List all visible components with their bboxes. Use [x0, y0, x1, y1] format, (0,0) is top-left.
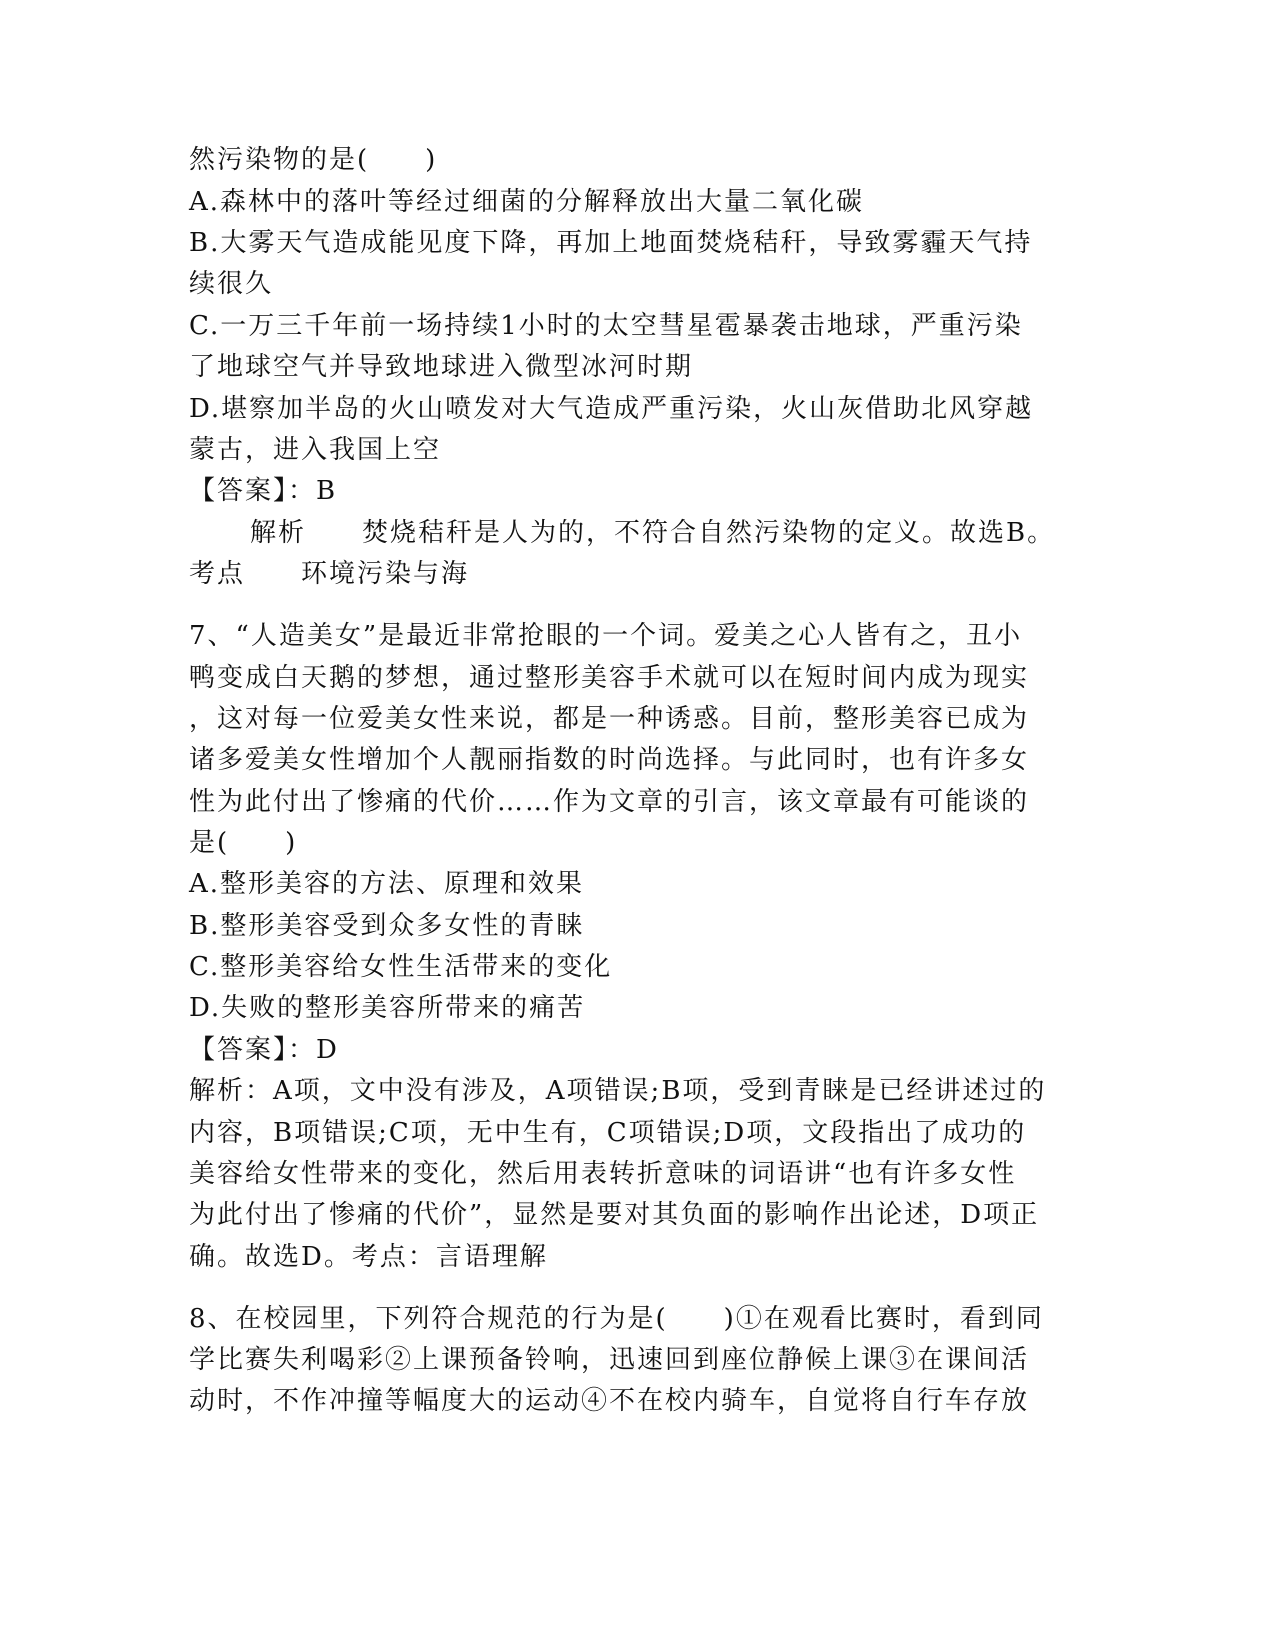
q6-option-a: A.森林中的落叶等经过细菌的分解释放出大量二氧化碳 [189, 187, 865, 217]
q6-option-c-line2: 了地球空气并导致地球进入微型冰河时期 [189, 352, 694, 382]
q6-analysis: 解析 焚烧秸秆是人为的，不符合自然污染物的定义。故选B。 [250, 518, 1056, 548]
q7-analysis-line3: 美容给女性带来的变化，然后用表转折意味的词语讲“也有许多女性 [189, 1159, 1017, 1189]
q8-stem-line3: 动时，不作冲撞等幅度大的运动④不在校内骑车，自觉将自行车存放 [189, 1386, 1030, 1416]
q7-option-b: B.整形美容受到众多女性的青睐 [189, 911, 585, 941]
q8-stem-line1: 8、在校园里，下列符合规范的行为是( )①在观看比赛时，看到同 [189, 1304, 1044, 1334]
q7-analysis-line1: 解析：A项，文中没有涉及，A项错误;B项，受到青睐是已经讲述过的 [189, 1076, 1047, 1106]
q7-analysis-line4: 为此付出了惨痛的代价”，显然是要对其负面的影响作出论述，D项正 [189, 1200, 1040, 1230]
q7-stem-line2: 鸭变成白天鹅的梦想，通过整形美容手术就可以在短时间内成为现实 [189, 663, 1030, 693]
q7-stem-line6: 是( ) [189, 828, 298, 858]
q7-answer: 【答案】：D [189, 1035, 339, 1065]
q6-option-c-line1: C.一万三千年前一场持续1小时的太空彗星雹暴袭击地球，严重污染 [189, 311, 1023, 341]
q7-option-c: C.整形美容给女性生活带来的变化 [189, 952, 613, 982]
q8-stem-line2: 学比赛失利喝彩②上课预备铃响，迅速回到座位静候上课③在课间活 [189, 1345, 1030, 1375]
q7-stem-line3: ，这对每一位爱美女性来说，都是一种诱惑。目前，整形美容已成为 [189, 704, 1030, 734]
q7-option-a: A.整形美容的方法、原理和效果 [189, 869, 585, 899]
q7-stem-line4: 诸多爱美女性增加个人靓丽指数的时尚选择。与此同时，也有许多女 [189, 745, 1030, 775]
q7-analysis-line5: 确。故选D。考点：言语理解 [189, 1242, 548, 1272]
q6-option-b-line2: 续很久 [189, 269, 274, 299]
q6-option-d-line1: D.堪察加半岛的火山喷发对大气造成严重污染，火山灰借助北风穿越 [189, 394, 1034, 424]
q7-option-d: D.失败的整形美容所带来的痛苦 [189, 993, 586, 1023]
q7-stem-line1: 7、“人造美女”是最近非常抢眼的一个词。爱美之心人皆有之，丑小 [189, 621, 1023, 651]
q6-stem-tail: 然污染物的是( ) [189, 145, 438, 175]
q6-answer: 【答案】：B [189, 476, 338, 506]
q7-analysis-line2: 内容，B项错误;C项，无中生有，C项错误;D项，文段指出了成功的 [189, 1118, 1027, 1148]
q6-option-b-line1: B.大雾天气造成能见度下降，再加上地面焚烧秸秆，导致雾霾天气持 [189, 228, 1033, 258]
q6-option-d-line2: 蒙古，进入我国上空 [189, 435, 442, 465]
q7-stem-line5: 性为此付出了惨痛的代价……作为文章的引言，该文章最有可能谈的 [189, 787, 1030, 817]
q6-kaodian: 考点 环境污染与海 [189, 559, 470, 589]
